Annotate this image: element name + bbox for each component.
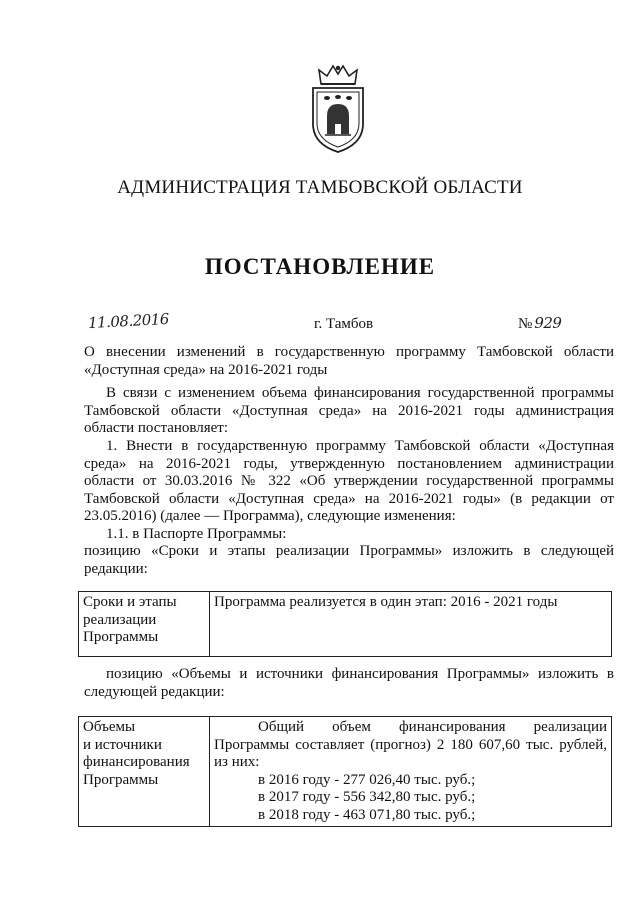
table-value-cell [210,717,612,827]
coat-of-arms-icon [305,62,371,156]
table-row [79,717,612,827]
title-line: «Доступная среда» на 2016-2021 годы [84,361,328,378]
label-line: Объемы [83,719,136,735]
text-line: следующей редакции: [84,683,225,700]
document-title [84,344,614,379]
paragraph-item-1 [84,438,614,578]
year-line: в 2016 году - 277 026,40 тыс. руб.; [258,771,476,788]
table-label-cell [79,717,210,827]
paragraph-preamble [84,385,614,438]
text-line: Тамбовской области «Доступная среда» на 2016-2021 годы» (в редакции от [84,490,614,507]
text-line: редакции: [84,560,148,577]
text-line: Тамбовской области «Доступная среда» на 2016-2021 годы администрация [84,402,614,419]
table-row [79,592,612,657]
text-line: позицию «Объемы и источники финансирования Программы» изложить в [106,666,614,682]
year-line: в 2018 году - 463 071,80 тыс. руб.; [258,806,476,823]
value-line: Программы составляет (прогноз) 2 180 607,60 тыс. рублей, [214,736,607,753]
number-prefix: № [518,316,533,332]
document-type: ПОСТАНОВЛЕНИЕ [204,254,436,279]
text-line: 1. Внести в государственную программу Тамбовской области «Доступная [106,438,614,454]
text-line: области постановляет: [84,420,229,436]
value-line: Программа реализуется в один этап: 2016 - 2021 годы [214,594,558,610]
label-line: Программы [83,771,159,788]
document-number [518,314,561,333]
document-date: 11.08.2016 [87,309,170,333]
value-line: Общий объем финансирования реализации [258,719,607,735]
text-line: среда» на 2016-2021 годы, утвержденную постановлением администрации [84,455,614,472]
title-line: О внесении изменений в государственную программу Тамбовской области [84,344,614,360]
organization-name: АДМИНИСТРАЦИЯ ТАМБОВСКОЙ ОБЛАСТИ [117,177,523,198]
label-line: Сроки и этапы [83,594,177,610]
document-city: г. Тамбов [314,316,374,332]
text-line: В связи с изменением объема финансирования государственной программы [106,385,614,401]
value-line: из них: [214,754,260,770]
text-line-item-1-1: 1.1. в Паспорте Программы: [106,525,287,542]
year-line: в 2017 году - 556 342,80 тыс. руб.; [258,789,476,805]
table-funding [78,716,612,827]
label-line: Программы [83,629,159,645]
number-value: 929 [534,314,562,332]
paragraph-funding [84,666,614,701]
table-value-cell [210,592,612,657]
table-terms [78,591,612,657]
text-line: позицию «Сроки и этапы реализации Программы» изложить в следующей [84,543,614,559]
text-line: 23.05.2016) (далее — Программа), следующие изменения: [84,508,456,524]
label-line: реализации [83,611,157,628]
label-line: финансирования [83,754,190,770]
table-label-cell [79,592,210,657]
text-line: области от 30.03.2016 № 322 «Об утверждении государственной программы [84,473,614,489]
label-line: и источники [83,736,162,753]
